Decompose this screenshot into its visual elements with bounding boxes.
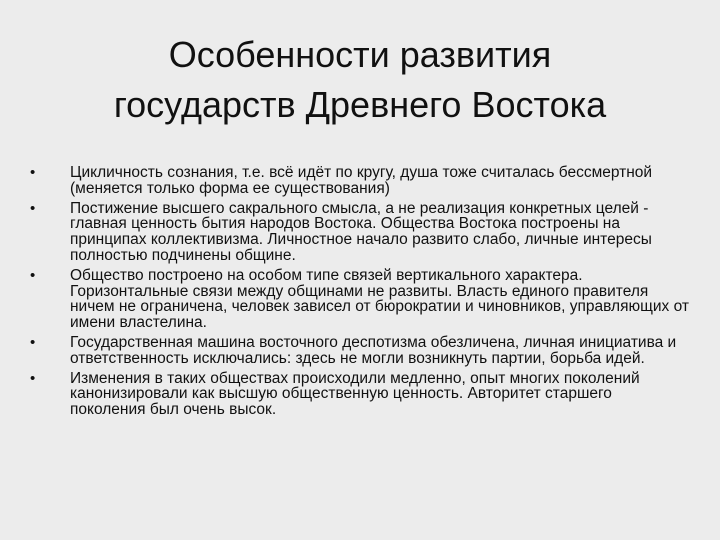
bullet-dot-icon: • bbox=[30, 199, 36, 217]
bullet-item-despotism bbox=[30, 335, 690, 367]
bullet-item-slow-changes bbox=[30, 371, 690, 418]
bullet-dot-icon: • bbox=[30, 266, 36, 284]
slide-title-line-1: Особенности развития bbox=[168, 34, 552, 75]
bullet-dot-icon: • bbox=[30, 369, 36, 387]
bullet-dot-icon: • bbox=[30, 333, 36, 351]
bullet-text: Постижение высшего сакрального смысла, а не реализация конкретных целей - главная ценность бытия народов Востока. Общества Востока построены на принципах коллективизма. Личностное начало развито слабо, личные интересы полностью подчинены общине. bbox=[70, 199, 652, 264]
bullet-item-cyclic-consciousness bbox=[30, 165, 690, 197]
bullet-item-sacral-meaning bbox=[30, 201, 690, 264]
bullet-text: Общество построено на особом типе связей вертикального характера. Горизонтальные связи между общинами не развиты. Власть единого правителя ничем не ограничена, человек зависел от бюрократии и чиновников, управляющих от имени властелина. bbox=[70, 266, 689, 332]
bullet-item-vertical-links bbox=[30, 268, 690, 331]
slide-title bbox=[40, 30, 680, 130]
bullet-text: Цикличность сознания, т.е. всё идёт по кругу, душа тоже считалась бессмертной (меняется только форма ее существования) bbox=[70, 164, 653, 197]
slide-title-line-2: государств Древнего Востока bbox=[113, 84, 607, 125]
bullet-list bbox=[30, 165, 690, 422]
bullet-text: Государственная машина восточного деспотизма обезличена, личная инициатива и ответственность исключались: здесь не могли возникнуть партии, борьба идей. bbox=[70, 333, 677, 367]
bullet-text: Изменения в таких обществах происходили медленно, опыт многих поколений канонизировали как высшую общественную ценность. Авторитет старшего поколения был очень высок. bbox=[70, 369, 640, 419]
bullet-dot-icon: • bbox=[30, 164, 36, 181]
